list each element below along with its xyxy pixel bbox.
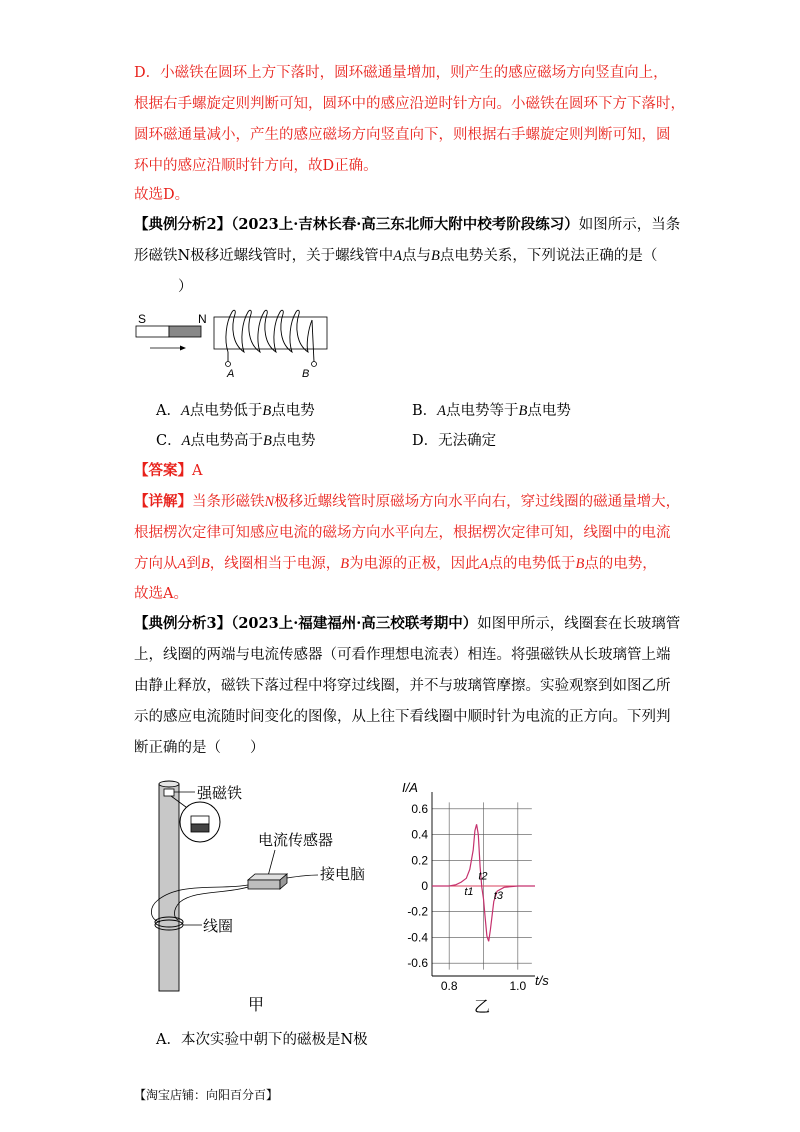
option-c-point-b: B [262, 433, 272, 449]
ex2-question-line2 [134, 246, 657, 266]
glass-tube-top [159, 781, 179, 787]
fig-label-b: B [302, 368, 310, 380]
sensor-label: 电流传感器 [258, 832, 334, 849]
prev-d-line2: 根据右手螺旋定则判断可知，圆环中的感应沿逆时针方向。小磁铁在圆环下方下落时， [134, 96, 685, 112]
ex3-question-line2: 上，线圈的两端与电流传感器（可看作理想电流表）相连。将强磁铁从长玻璃管上端 [134, 647, 671, 663]
option-a-tail: 点电势 [271, 403, 315, 419]
ex2-conclusion: 故选A。 [134, 586, 188, 602]
footer-shop: 【淘宝店铺：向阳百分百】 [134, 1088, 279, 1102]
bar-magnet-n-half [169, 326, 201, 337]
ex2-tag: 【典例分析2】 [134, 216, 232, 233]
bar-magnet-s-half [136, 326, 169, 337]
option-b-label: B． [412, 403, 438, 419]
option-b-tail: 点电势 [527, 403, 571, 419]
prev-d-line1: D．小磁铁在圆环上方下落时，圆环磁通量增加，则产生的感应磁场方向竖直向上， [134, 65, 668, 81]
current-time-chart [390, 776, 550, 1016]
ex2-detail-line2: 根据楞次定律可知感应电流的磁场方向水平向左，根据楞次定律可知，线圈中的电流 [134, 525, 671, 541]
ex3-question-line4: 示的感应电流随时间变化的图像，从上往下看线圈中顺时针为电流的正方向。下列判 [134, 709, 671, 725]
motion-arrowhead [180, 346, 186, 351]
ex2-option-c [156, 431, 315, 451]
glass-tube [159, 784, 179, 991]
option-b-text: 点电势等于 [446, 403, 519, 419]
detail-d3d: 为电源的正极，因此 [349, 556, 480, 572]
solenoid-coil [226, 310, 314, 362]
prev-conclusion: 故选D。 [134, 187, 190, 203]
prev-d-line3: 圆环磁通量减小，产生的感应磁场方向竖直向下，则根据右手螺旋定则判断可知，圆 [134, 127, 671, 143]
option-d-text: 无法确定 [438, 433, 497, 449]
caption-jia: 甲 [248, 997, 265, 1014]
x-tick-label: 1.0 [509, 979, 527, 993]
ex2-q2c: 点电势关系，下列说法正确的是（ [439, 248, 658, 264]
ex2-q1-tail: 如图所示，当条 [578, 217, 681, 233]
x-tick-label: 0.8 [440, 979, 458, 993]
detail-d3e: 点的电势低于 [488, 556, 576, 572]
option-d-label: D． [412, 433, 439, 449]
fig-label-n: N [198, 312, 207, 326]
coil-wire-2 [175, 887, 249, 920]
zoom-magnet-bottom [191, 824, 209, 832]
fig-label-a: A [227, 368, 235, 380]
terminal-b [312, 362, 317, 367]
ex3-source: （2023上·福建福州·高三校联考期中） [231, 615, 478, 632]
y-tick-label: 0.4 [411, 827, 428, 842]
ex2-answer [134, 461, 202, 481]
ex2-question-line3: ） [178, 279, 193, 295]
ex2-point-a: A [393, 248, 403, 264]
zoom-magnet-top [191, 816, 209, 824]
detail-tag: 【详解】 [134, 493, 192, 510]
ex2-q2b: 点与 [402, 248, 432, 264]
option-b-point-b: B [518, 403, 528, 419]
option-a-point-b: B [262, 403, 272, 419]
ex2-option-a [156, 401, 315, 421]
ex2-source: （2023上·吉林长春·高三东北师大附中校考阶段练习） [231, 216, 579, 233]
option-a-point-a: A [180, 403, 190, 419]
detail-point-b2: B [340, 556, 350, 572]
option-c-label: C． [156, 433, 182, 449]
detail-d1b: 极移近螺线管时原磁场方向水平向右，穿过线圈的磁通量增大， [274, 494, 681, 510]
detail-point-a1: A [177, 556, 187, 572]
option-c-text: 点电势高于 [190, 433, 263, 449]
detail-d3b: 到 [186, 556, 201, 572]
y-tick-label: -0.4 [407, 930, 428, 945]
magnet-label: 强磁铁 [197, 785, 243, 802]
detail-d3f: 点的电势， [584, 556, 657, 572]
answer-value: A [192, 463, 203, 479]
detail-point-b3: B [575, 556, 585, 572]
y-tick-label: -0.2 [407, 904, 428, 919]
ex2-question-line1 [134, 215, 680, 235]
y-tick-label: -0.6 [407, 956, 428, 971]
computer-cable [287, 875, 318, 878]
ex3-question-line3: 由静止释放，磁铁下落过程中将穿过线圈，并不与玻璃管摩擦。实验观察到如图乙所 [134, 678, 671, 694]
fig-label-s: S [138, 312, 147, 326]
ex2-option-d [412, 431, 496, 451]
ex2-q2a: 形磁铁N极移近螺线管时，关于螺线管中 [134, 248, 394, 264]
prev-d-line4: 环中的感应沿顺时针方向，故D正确。 [134, 158, 378, 174]
ex2-option-b [412, 401, 571, 421]
annotation-t2: t2 [478, 870, 488, 883]
detail-d1a: 当条形磁铁 [192, 494, 265, 510]
coil-label: 线圈 [203, 918, 234, 935]
ex3-question-line1 [134, 614, 680, 634]
sensor-leader [268, 850, 275, 876]
ex3-tag: 【典例分析3】 [134, 615, 232, 632]
y-tick-label: 0.6 [411, 801, 428, 816]
y-tick-label: 0 [421, 879, 428, 893]
detail-d3a: 方向从 [134, 556, 178, 572]
option-c-tail: 点电势 [271, 433, 316, 449]
annotation-t1: t1 [464, 886, 474, 898]
caption-yi: 乙 [474, 999, 491, 1016]
ex3-q1-tail: 如图甲所示，线圈套在长玻璃管 [477, 616, 681, 632]
detail-n: N [264, 494, 275, 510]
ex2-detail-line1 [134, 492, 680, 512]
annotation-t3: t3 [493, 889, 503, 902]
option-a-text: 点电势低于 [189, 403, 263, 419]
ex3-question-line5: 断正确的是（ ） [134, 740, 265, 756]
detail-point-a2: A [479, 556, 489, 572]
y-tick-label: 0.2 [411, 853, 428, 868]
solenoid-figure [130, 300, 335, 380]
figure-jia [140, 772, 380, 1017]
sensor-box [248, 874, 287, 889]
ex3-option-a: A．本次实验中朝下的磁极是N极 [156, 1032, 368, 1048]
option-c-point-a: A [181, 433, 191, 449]
detail-point-b1: B [200, 556, 210, 572]
option-b-point-a: A [437, 403, 447, 419]
chart-y-label: I/A [402, 780, 418, 795]
solenoid-tube [214, 317, 327, 349]
chart-x-label: t/s [535, 973, 549, 988]
computer-label: 接电脑 [320, 866, 366, 883]
option-a-label: A． [156, 403, 181, 419]
answer-tag: 【答案】 [134, 462, 192, 479]
ex2-point-b: B [431, 248, 440, 264]
magnet-in-tube [164, 789, 174, 796]
detail-d3c: ，线圈相当于电源， [209, 556, 341, 572]
terminal-a [226, 362, 231, 367]
ex2-detail-line3 [134, 554, 657, 574]
